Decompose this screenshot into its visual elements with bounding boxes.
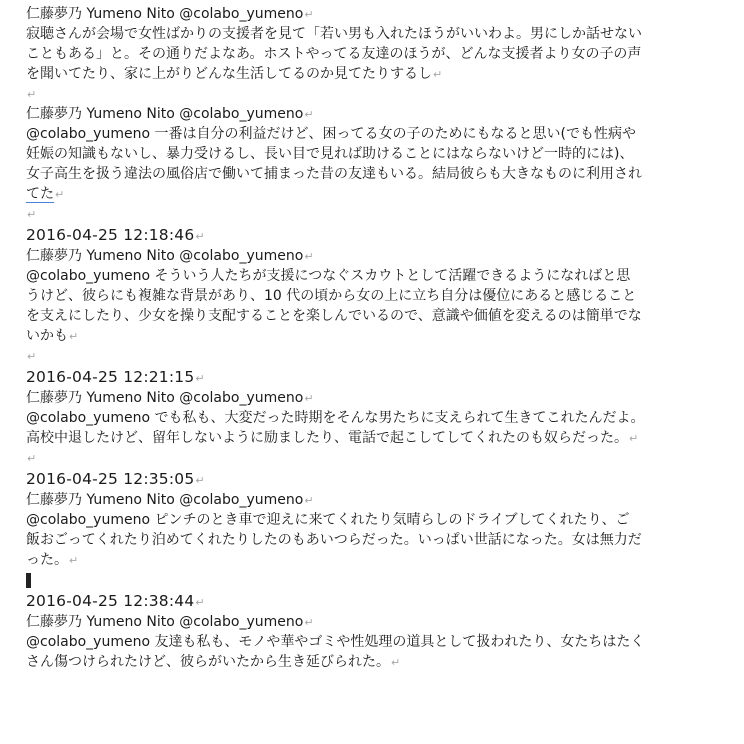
tweet-timestamp: 2016-04-25 12:18:46↵ [26,226,205,244]
paragraph-mark: ↵ [27,350,37,363]
tweet-text-line: 高校中退したけど、留年しないように励ましたり、電話で起こしてしてくれたのも奴らだった。↵ [26,430,639,446]
tweet-author: 仁藤夢乃 Yumeno Nito @colabo_yumeno↵ [26,6,314,22]
tweet-timestamp: 2016-04-25 12:35:05↵ [26,470,205,488]
tweet-entry [26,224,730,346]
tweet-author: 仁藤夢乃 Yumeno Nito @colabo_yumeno↵ [26,390,314,406]
tweet-entry [26,4,730,84]
tweet-text-line: 妊娠の知識もないし、暴力受けるし、長い目で見れば助けることにはならないけど一時的には)、 [26,146,634,162]
tweet-entry [26,590,730,672]
tweet-text-line: を支えにしたり、少女を操り支配することを楽しんでいるので、意識や価値を変えるのは簡単でな [26,308,642,324]
tweet-entry [26,468,730,570]
tweet-timestamp: 2016-04-25 12:21:15↵ [26,368,205,386]
tweet-author: 仁藤夢乃 Yumeno Nito @colabo_yumeno↵ [26,248,314,264]
tweet-text-line: いかも↵ [26,328,79,344]
tweet-text-line: った。↵ [26,552,79,568]
tweet-text-line: さん傷つけられたけど、彼らがいたから生き延びられた。↵ [26,654,401,670]
tweet-author: 仁藤夢乃 Yumeno Nito @colabo_yumeno↵ [26,614,314,630]
text-cursor[interactable] [26,570,730,590]
tweet-text-line: 女子高生を扱う違法の風俗店で働いて捕まった昔の友達もいる。結局彼らも大きなものに利用され [26,166,642,182]
paragraph-mark: ↵ [27,208,37,221]
tweet-text-line: てた↵ [26,186,65,202]
tweet-entry [26,104,730,204]
tweet-text-line: 飯おごってくれたり泊めてくれたりしたのもあいつらだった。いっぱい世話になった。女は無力だ [26,532,642,548]
tweet-text-line: @colabo_yumeno でも私も、大変だった時期をそんな男たちに支えられて生きてこれたんだよ。 [26,410,645,426]
tweet-text-line: @colabo_yumeno ピンチのとき車で迎えに来てくれたり気晴らしのドライブしてくれたり、ご [26,512,630,528]
tweet-text-line: を聞いてたり、家に上がりどんな生活してるのか見てたりするし↵ [26,66,443,82]
tweet-entry [26,366,730,448]
tweet-timestamp: 2016-04-25 12:38:44↵ [26,592,205,610]
paragraph-mark: ↵ [27,452,37,465]
tweet-text-line: 寂聴さんが会場で女性ばかりの支援者を見て「若い男も入れたほうがいいわよ。男にしか話せない [26,26,642,42]
tweet-text-line: うけど、彼らにも複雑な背景があり、10 代の頃から女の上に立ち自分は優位にあると感じること [26,288,637,304]
tweet-text-line: こともある」と。その通りだよなあ。ホストやってる友達のほうが、どんな支援者より女の子の声 [26,46,642,62]
tweet-author: 仁藤夢乃 Yumeno Nito @colabo_yumeno↵ [26,106,314,122]
tweet-text-line: @colabo_yumeno そういう人たちが支援につなぐスカウトとして活躍できるようになればと思 [26,268,631,284]
tweet-author: 仁藤夢乃 Yumeno Nito @colabo_yumeno↵ [26,492,314,508]
paragraph-mark: ↵ [27,88,37,101]
tweet-text-line: @colabo_yumeno 一番は自分の利益だけど、困ってる女の子のためにもなると思い(でも性病や [26,126,636,142]
insertion-caret [26,573,31,588]
tweet-text-line: @colabo_yumeno 友達も私も、モノや華やゴミや性処理の道具として扱われたり、女たちはたく [26,634,645,650]
